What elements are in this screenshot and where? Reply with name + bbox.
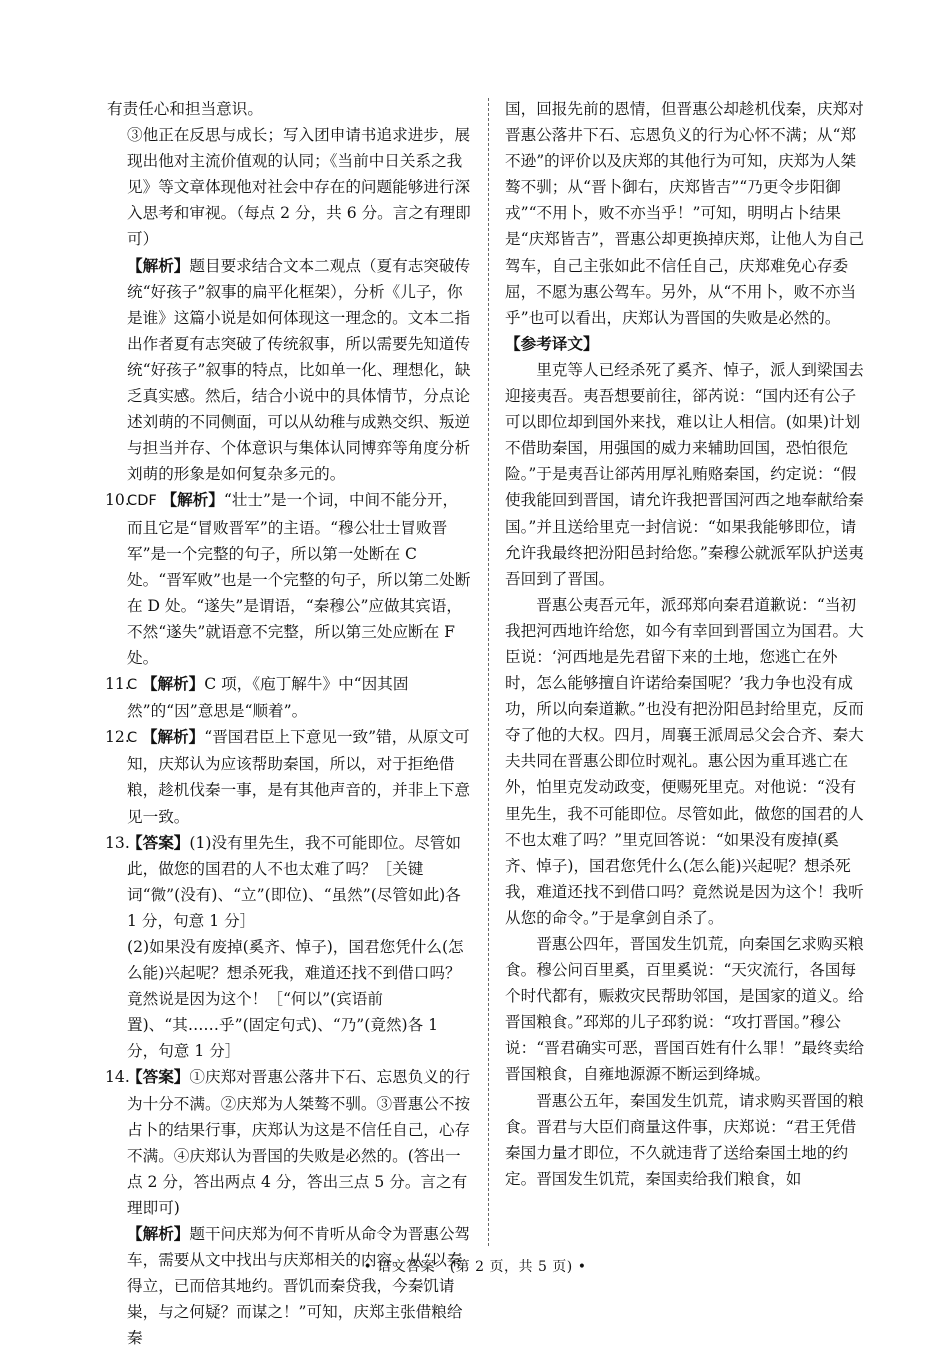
question-number: 11.	[105, 675, 130, 694]
page-footer: • 语文答案 (第 2 页，共 5 页) •	[363, 1259, 587, 1275]
analysis-paragraph: 【解析】题目要求结合文本二观点（夏有志突破传统“好孩子”叙事的扁平化框架），分析《儿子，你是谁》这篇小说是如何体现这一理念的。文本二指出作者夏有志突破了传统叙事，所以需要先知道传统“好孩子”叙事的特点，比如单一化、理想化，缺乏真实感。然后，结合小说中的具体情节，分点论述刘萌的不同侧面，可以从幼稚与成熟交织、叛逆与担当并存、个体意识与集体认同博弈等角度分析刘萌的形象是如何复杂多元的。	[127, 255, 471, 484]
question-13: 13. 【答案】(1)没有里先生，我不可能即位。尽管如此，做您的国君的人不也太难了吗？［关键词“微”(没有)、“立”(即位)、“虽然”(尽管如此)各 1 分，句意 1 分］ (2)如果没有废掉(奚齐、悼子)，国君您凭什么(怎么能)兴起呢？想杀死我，难道还找不到借口吗？竟然说是因为这个！［“何以”(宾语前置)、“其……乎”(固定句式)、“乃”(竟然)各 1 分，句意 1 分］	[107, 830, 472, 1065]
translation-paragraph: 晋惠公夷吾元年，派邳郑向秦君道歉说：“当初我把河西地许给您，如今有幸回到晋国立为国君。大臣说：‘河西地是先君留下来的土地，您逃亡在外时，怎么能够擅自许诺给秦国呢？’我力争也没有成功，所以向秦道歉。”也没有把汾阳邑封给里克，反而夺了他的大权。四月，周襄王派周忌父会合齐、秦大夫共同在晋惠公即位时观礼。惠公因为重耳逃亡在外，怕里克发动政变，便赐死里克。对他说：“没有里先生，我不可能即位。尽管如此，做您的国君的人不也太难了吗？”里克回答说：“如果没有废掉(奚齐、悼子)，国君您凭什么(怎么能)兴起呢？想杀死我，难道还找不到借口吗？竟然说是因为这个！我听从您的命令。”于是拿剑自杀了。	[505, 595, 864, 927]
answer-tag: 【答案】	[127, 1067, 190, 1087]
question-number: 14.	[105, 1068, 130, 1087]
question-number: 13.	[105, 833, 130, 852]
answer-letters: C	[127, 676, 142, 694]
answer-tag: 【答案】	[127, 832, 190, 852]
translation-paragraph: 晋惠公五年，秦国发生饥荒，请求购买晋国的粮食。晋君与大臣们商量这件事，庆郑说：“君王凭借秦国力量才即位，不久就违背了送给秦国土地的约定。晋国发生饥荒，秦国卖给我们粮食，如	[505, 1091, 864, 1188]
answer-letters: CDF	[127, 492, 162, 510]
question-11: 11. C 【解析】C 项，《庖丁解牛》中“因其固然”的“因”意思是“顺着”。	[107, 671, 472, 724]
right-column	[505, 96, 864, 1192]
answer-part-2: (2)如果没有废掉(奚齐、悼子)，国君您凭什么(怎么能)兴起呢？想杀死我，难道还找不到借口吗？竟然说是因为这个！［“何以”(宾语前置)、“其……乎”(固定句式)、“乃”(竟然)各 1 分，句意 1 分］	[127, 938, 464, 1061]
column-divider	[488, 98, 489, 1246]
translation-paragraph: 晋惠公四年，晋国发生饥荒，向秦国乞求购买粮食。穆公问百里奚，百里奚说：“天灾流行，各国每个时代都有，赈救灾民帮助邻国，是国家的道义。给晋国粮食。”邳郑的儿子邳豹说：“攻打晋国。”穆公说：“晋君确实可恶，晋国百姓有什么罪！”最终卖给晋国粮食，自雍地源源不断运到绛城。	[505, 935, 865, 1084]
paragraph: ③他正在反思与成长；写入团申请书追求进步，展现出他对主流价值观的认同；《当前中日关系之我见》等文章体现他对社会中存在的问题能够进行深入思考和审视。（每点 2 分，共 6 分。言之有理即可）	[127, 126, 471, 249]
analysis-tag: 【解析】	[161, 490, 224, 510]
analysis-tag: 【解析】	[141, 674, 205, 694]
answer-letters: C	[127, 729, 142, 747]
question-12: 12. C 【解析】“晋国君臣上下意见一致”错，从原文可知，庆郑认为应该帮助秦国，所以，对于拒绝借粮，趁机伐秦一事，是有其他声音的，并非上下意见一致。	[107, 724, 472, 829]
analysis-tag: 【解析】	[127, 255, 190, 275]
paragraph: 国，回报先前的恩情，但晋惠公却趁机伐秦，庆郑对晋惠公落井下石、忘恩负义的行为心怀不满；从“郑不逊”的评价以及庆郑的其他行为可知，庆郑为人桀骜不驯；从“晋卜御右，庆郑皆吉”“乃更令步阳御戎”“不用卜，败不亦当乎！”可知，明明占卜结果是“庆郑皆吉”，晋惠公却更换掉庆郑，让他人为自己驾车，自己主张如此不信任自己，庆郑难免心存委屈，不愿为惠公驾车。另外，从“不用卜，败不亦当乎”也可以看出，庆郑认为晋国的失败是必然的。	[505, 100, 865, 327]
paragraph: 有责任心和担当意识。	[107, 100, 263, 118]
translation-paragraph: 里克等人已经杀死了奚齐、悼子，派人到梁国去迎接夷吾。夷吾想要前往，郤芮说：“国内还有公子可以即位却到国外来找，难以让人相信。(如果)计划不借助秦国，用强国的威力来辅助回国，恐怕很危险。”于是夷吾让郤芮用厚礼贿赂秦国，约定说：“假使我能回到晋国，请允许我把晋国河西之地奉献给秦国。”并且送给里克一封信说：“如果我能够即位，请允许我最终把汾阳邑封给您。”秦穆公就派军队护送夷吾回到了晋国。	[505, 360, 864, 588]
reference-translation-heading: 【参考译文】	[505, 333, 599, 353]
analysis-tag: 【解析】	[141, 727, 205, 747]
question-14: 14. 【答案】①庆郑对晋惠公落井下石、忘恩负义的行为十分不满。②庆郑为人桀骜不驯。③晋惠公不按占卜的结果行事，庆郑认为这是不信任自己，心存不满。④庆郑认为晋国的失败是必然的。(答出一点 2 分，答出两点 4 分，答出三点 5 分。言之有理即可) 【解析】题干问庆郑为何不肯听从命令为晋惠公驾车，需要从文中找出与庆郑相关的内容。从“以秦得立，已而倍其地约。晋饥而秦贷我，今秦饥请粜，与之何疑？而谋之！”可知，庆郑主张借粮给秦	[107, 1064, 472, 1351]
question-10: 10. CDF 【解析】“壮士”是一个词，中间不能分开，而且它是“冒败晋军”的主语。“穆公壮士冒败晋军”是一个完整的句子，所以第一处断在 C 处。“晋军败”也是一个完整的句子，所以第二处断在 D 处。“遂失”是谓语，“秦穆公”应做其宾语，不然“遂失”就语意不完整，所以第三处应断在 F 处。	[107, 487, 472, 671]
left-column	[107, 96, 472, 1352]
question-number: 12.	[105, 728, 130, 747]
analysis-tag: 【解析】	[127, 1224, 190, 1244]
question-number: 10.	[105, 491, 130, 510]
